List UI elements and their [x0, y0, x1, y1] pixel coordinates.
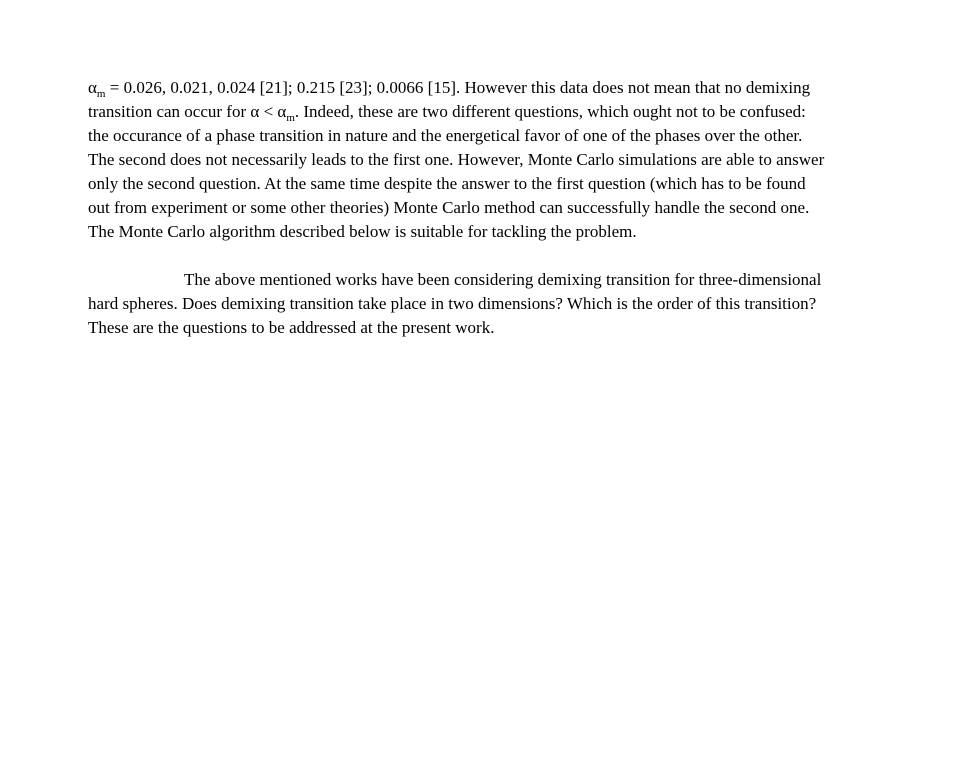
subscript-m: m: [96, 88, 106, 100]
paragraph-2-line-3: These are the questions to be addressed at the present work.: [88, 318, 495, 337]
subscript-m: m: [286, 112, 295, 124]
paragraph-1-line-5: only the second question. At the same time despite the answer to the first question (which has to be found: [88, 174, 806, 193]
paragraph-1-line-6: out from experiment or some other theories) Monte Carlo method can successfully handle the second one.: [88, 198, 810, 217]
alpha-symbol: α: [88, 78, 97, 97]
alpha-symbol: α: [250, 102, 260, 121]
line-text: transition can occur for: [88, 102, 251, 121]
less-than-symbol: <: [259, 102, 278, 121]
line-text: . Indeed, these are two different questions, which ought not to be confused:: [294, 102, 806, 121]
paragraph-1-line-1: [88, 76, 810, 100]
paragraph-2-line-2: hard spheres. Does demixing transition take place in two dimensions? Which is the order of this transition?: [88, 294, 817, 313]
line-text: = 0.026, 0.021, 0.024 [21]; 0.215 [23]; 0.0066 [15]. However this data does not mean that no demixing: [105, 78, 811, 97]
paragraph-1-line-4: The second does not necessarily leads to the first one. However, Monte Carlo simulations are able to answer: [88, 150, 825, 169]
paragraph-2-line-1: The above mentioned works have been considering demixing transition for three-dimensional: [184, 270, 822, 289]
paragraph-1-line-7: The Monte Carlo algorithm described below is suitable for tackling the problem.: [88, 222, 637, 241]
paragraph-1-line-3: the occurance of a phase transition in nature and the energetical favor of one of the phases over the other.: [88, 126, 803, 145]
paragraph-1-line-2: [88, 100, 806, 124]
alpha-symbol: α: [277, 102, 287, 121]
